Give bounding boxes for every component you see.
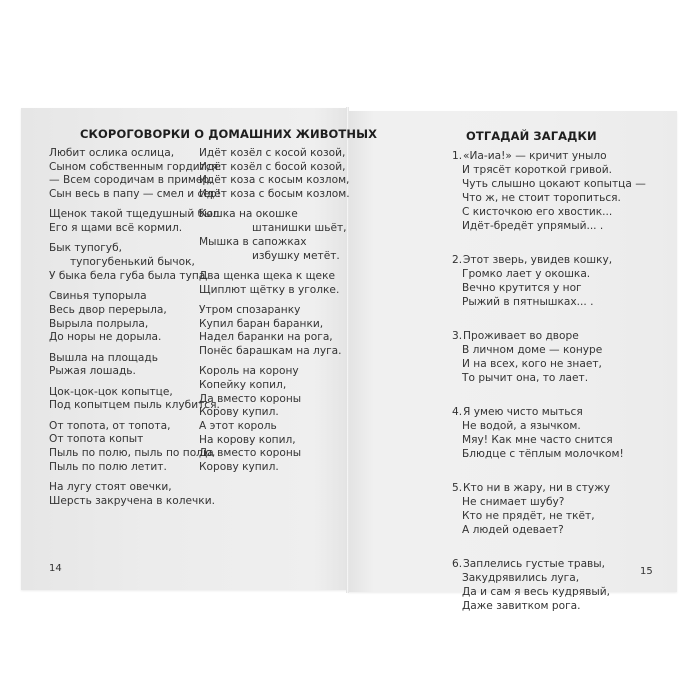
tongue-twister-line: штанишки шьёт, (252, 222, 347, 235)
tongue-twister-line: Его я щами всё кормил. (49, 222, 183, 235)
tongue-twister-line: Понёс барашкам на луга. (199, 344, 342, 357)
riddle-line: Кто ни в жару, ни в стужу (463, 482, 610, 495)
tongue-twister-line: Два щенка щека к щеке (199, 269, 335, 282)
riddle-line: Не снимает шубу? (462, 496, 565, 509)
tongue-twister-line: Щиплют щётку в уголке. (199, 283, 340, 296)
tongue-twister-line: Под копытцем пыль клубится. (49, 399, 220, 412)
riddle-line: Заплелись густые травы, (463, 558, 606, 571)
riddle-line: С кисточкою его хвостик... (462, 205, 613, 218)
riddle-number: 2. (452, 253, 463, 266)
riddle-line: Блюдце с тёплым молочком! (462, 447, 624, 460)
tongue-twister-line: Бык тупогуб, (49, 242, 122, 255)
tongue-twister-line: Кошка на окошке (199, 208, 298, 221)
tongue-twister-line: А этот король (199, 420, 277, 432)
tongue-twister-line: Любит ослика ослица, (49, 147, 175, 159)
tongue-twister-line: Идёт козёл с косой козой, (199, 147, 346, 159)
tongue-twister-line: Рыжая лошадь. (49, 365, 136, 378)
tongue-twister-line: — Всем сородичам в пример, (49, 174, 213, 187)
riddle-line: И трясёт короткой гривой. (462, 163, 612, 176)
riddle-line: Рыжий в пятнышках... . (462, 295, 594, 308)
riddle-line: И на всех, кого не знает, (462, 357, 602, 370)
tongue-twister-line: Да вместо короны (199, 447, 302, 460)
riddle-line: Громко лает у окошка. (462, 267, 591, 280)
left-page-title: СКОРОГОВОРКИ О ДОМАШНИХ ЖИВОТНЫХ (80, 127, 378, 141)
riddle-line: То рычит она, то лает. (462, 371, 589, 384)
riddle-number: 3. (452, 330, 463, 342)
tongue-twister-line: Купил баран баранки, (199, 317, 324, 330)
tongue-twister-line: На корову копил, (199, 433, 296, 446)
riddle-line: Даже завитком рога. (462, 600, 581, 612)
tongue-twister-line: На лугу стоят овечки, (49, 480, 172, 493)
tongue-twister-line: У быка бела губа была тупа. (49, 269, 209, 282)
tongue-twister-line: От топота, от топота, (49, 419, 171, 432)
tongue-twister-line: Весь двор перерыла, (49, 303, 167, 316)
tongue-twister-line: избушку метёт. (252, 249, 340, 262)
riddle-line: «Иа-иа!» — кричит уныло (463, 150, 607, 162)
riddle-line: Идёт-бредёт упрямый... . (462, 219, 604, 232)
tongue-twister-line: Вышла на площадь (49, 351, 158, 364)
tongue-twister-line: До норы не дорыла. (49, 331, 162, 344)
tongue-twister-line: Сыном собственным гордится: (49, 160, 222, 173)
page-number-right: 15 (640, 566, 653, 577)
tongue-twister-line: Пыль по полю, пыль по полю, (49, 446, 216, 459)
tongue-twister-line: Корову купил. (199, 461, 279, 474)
tongue-twister-line: Копейку копил, (199, 378, 287, 391)
riddle-line: А людей одевает? (462, 523, 564, 536)
riddle-number: 4. (452, 406, 463, 419)
riddle-number: 1. (452, 150, 463, 162)
riddle-line: Мяу! Как мне часто снится (462, 433, 613, 446)
riddle-line: Вечно крутится у ног (462, 281, 582, 294)
tongue-twister-line: тупогубенький бычок, (70, 256, 195, 269)
tongue-twister-line: Щенок такой тщедушный был. (49, 208, 223, 221)
right-page-title: ОТГАДАЙ ЗАГАДКИ (466, 129, 597, 143)
tongue-twister-line: Вырыла полрыла, (49, 317, 149, 330)
tongue-twister-line: Идёт коза с косым козлом, (199, 174, 350, 187)
tongue-twister-line: Идёт коза с босым козлом. (199, 188, 350, 201)
riddle-number: 6. (452, 558, 463, 571)
tongue-twister-line: Пыль по полю летит. (49, 460, 167, 473)
tongue-twister-line: От топота копыт (49, 433, 144, 446)
tongue-twister-line: Цок-цок-цок копытце, (49, 385, 173, 398)
riddle-line: В личном доме — конуре (462, 343, 603, 356)
riddle-line: Да и сам я весь кудрявый, (462, 586, 610, 599)
riddle-line: Кто не прядёт, не ткёт, (462, 510, 595, 522)
tongue-twister-line: Сын весь в папу — смел и сер! (49, 188, 221, 201)
riddle-line: Что ж, не стоит торопиться. (462, 191, 621, 204)
tongue-twister-line: Да вместо короны (199, 392, 302, 405)
riddle-line: Проживает во дворе (463, 330, 579, 342)
tongue-twister-line: Свинья тупорыла (49, 290, 147, 303)
page-number-left: 14 (49, 563, 62, 574)
riddle-line: Чуть слышно цокают копытца — (462, 177, 646, 190)
tongue-twister-line: Король на корону (199, 365, 299, 378)
tongue-twister-line: Мышка в сапожках (199, 235, 307, 248)
tongue-twister-line: Корову купил. (199, 406, 279, 419)
tongue-twister-line: Утром спозаранку (199, 303, 301, 316)
riddle-line: Закудрявились луга, (462, 572, 580, 585)
tongue-twister-line: Надел баранки на рога, (199, 331, 333, 344)
riddle-number: 5. (452, 482, 463, 495)
riddle-line: Этот зверь, увидев кошку, (463, 253, 613, 266)
tongue-twister-line: Шерсть закручена в колечки. (49, 494, 215, 507)
tongue-twister-line: Идёт козёл с босой козой, (199, 160, 346, 173)
riddle-line: Не водой, а язычком. (462, 420, 581, 432)
riddle-line: Я умею чисто мыться (463, 406, 583, 419)
